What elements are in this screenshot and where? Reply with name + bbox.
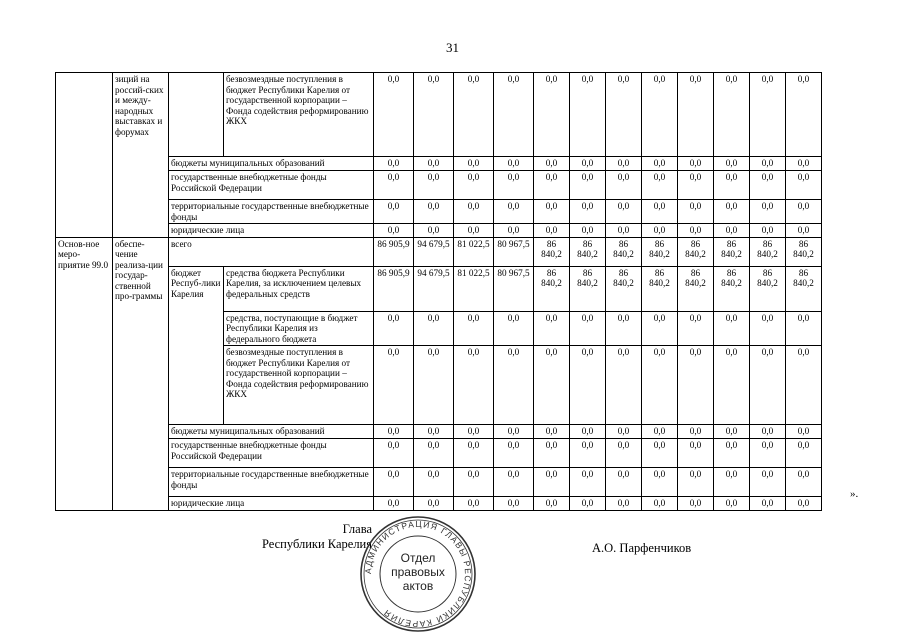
value-cell: 0,0 [606,497,642,511]
table-row [56,157,822,171]
value-cell: 0,0 [786,311,822,346]
value-cell: 0,0 [786,171,822,200]
value-cell: 0,0 [534,468,570,497]
value-cell: 86 905,9 [374,266,414,311]
value-cell: 0,0 [786,425,822,439]
value-cell: 0,0 [414,497,454,511]
value-cell: 0,0 [534,157,570,171]
value-cell: 0,0 [374,425,414,439]
value-cell: 0,0 [786,200,822,224]
value-cell: 0,0 [494,73,534,157]
value-cell: 0,0 [534,311,570,346]
source-label: территориальные государственные внебюджетные фонды [169,468,374,497]
source-label: средства бюджета Республики Карелия, за исключением целевых федеральных средств [224,266,374,311]
value-cell: 0,0 [570,425,606,439]
signature-title-line-2: Республики Карелия [261,537,372,551]
value-cell: 0,0 [454,171,494,200]
value-cell: 0,0 [414,468,454,497]
signatory-name: А.О. Парфенчиков [592,541,692,555]
value-cell: 0,0 [786,468,822,497]
value-cell: 0,0 [494,311,534,346]
value-cell: 0,0 [606,439,642,468]
value-cell: 0,0 [642,73,678,157]
value-cell: 0,0 [786,73,822,157]
source-label: юридические лица [169,224,374,238]
source-label: безвозмездные поступления в бюджет Республики Карелия от государственной корпорации – Фонда содействия реформированию ЖКХ [224,346,374,425]
value-cell: 0,0 [678,497,714,511]
page-number: 31 [446,40,459,55]
value-cell: 0,0 [534,497,570,511]
value-cell: 0,0 [454,346,494,425]
source-label: бюджеты муниципальных образований [169,425,374,439]
value-cell: 0,0 [714,439,750,468]
value-cell: 86 840,2 [678,266,714,311]
value-cell: 0,0 [714,497,750,511]
value-cell: 0,0 [374,346,414,425]
value-cell: 0,0 [570,171,606,200]
value-cell: 0,0 [374,157,414,171]
value-cell: 0,0 [374,224,414,238]
table-row [56,73,822,157]
value-cell: 0,0 [714,224,750,238]
value-cell: 0,0 [714,425,750,439]
value-cell: 86 840,2 [750,237,786,266]
value-cell: 81 022,5 [454,266,494,311]
value-cell: 0,0 [750,224,786,238]
value-cell: 0,0 [570,200,606,224]
value-cell: 0,0 [606,200,642,224]
measure-cell: Основ-ное меро-приятие 99.0 [56,237,113,511]
value-cell: 0,0 [606,171,642,200]
value-cell: 86 840,2 [570,237,606,266]
value-cell: 80 967,5 [494,266,534,311]
table-row [56,171,822,200]
value-cell: 0,0 [678,224,714,238]
table-row [56,497,822,511]
value-cell: 0,0 [534,425,570,439]
stamp-center-line-1: Отдел [400,551,436,565]
value-cell: 0,0 [714,311,750,346]
value-cell: 0,0 [642,425,678,439]
value-cell: 0,0 [414,200,454,224]
value-cell: 0,0 [454,224,494,238]
signature-title [232,522,372,552]
value-cell: 86 840,2 [606,237,642,266]
total-label: всего [169,237,374,266]
value-cell: 0,0 [494,157,534,171]
value-cell: 0,0 [454,73,494,157]
source-group-cell [169,73,224,157]
stamp-center-line-2: правовых [391,565,445,579]
table-row [56,468,822,497]
value-cell: 0,0 [642,497,678,511]
value-cell: 86 840,2 [570,266,606,311]
value-cell: 0,0 [414,224,454,238]
value-cell: 0,0 [570,497,606,511]
value-cell: 0,0 [454,425,494,439]
measure-cell [56,73,113,238]
department-stamp [358,514,478,634]
value-cell: 86 840,2 [642,237,678,266]
value-cell: 0,0 [374,171,414,200]
signature-title-line-1: Глава [342,522,372,536]
value-cell: 0,0 [374,73,414,157]
source-label: государственные внебюджетные фонды Российской Федерации [169,171,374,200]
value-cell: 0,0 [606,73,642,157]
value-cell: 0,0 [714,346,750,425]
value-cell: 0,0 [606,311,642,346]
value-cell: 0,0 [786,497,822,511]
value-cell: 0,0 [494,468,534,497]
value-cell: 0,0 [454,497,494,511]
value-cell: 0,0 [570,224,606,238]
value-cell: 86 840,2 [606,266,642,311]
value-cell: 86 840,2 [786,237,822,266]
table-row [56,425,822,439]
value-cell: 0,0 [494,425,534,439]
value-cell: 0,0 [642,200,678,224]
source-label: территориальные государственные внебюджетные фонды [169,200,374,224]
value-cell: 86 840,2 [750,266,786,311]
value-cell: 81 022,5 [454,237,494,266]
value-cell: 0,0 [714,171,750,200]
value-cell: 0,0 [750,73,786,157]
value-cell: 0,0 [678,468,714,497]
value-cell: 0,0 [714,200,750,224]
value-cell: 94 679,5 [414,237,454,266]
value-cell: 0,0 [494,497,534,511]
value-cell: 0,0 [570,73,606,157]
value-cell: 0,0 [414,425,454,439]
value-cell: 0,0 [454,439,494,468]
value-cell: 0,0 [454,468,494,497]
value-cell: 0,0 [606,224,642,238]
value-cell: 0,0 [570,439,606,468]
value-cell: 0,0 [494,439,534,468]
table-row [56,200,822,224]
stamp-ring-text: АДМИНИСТРАЦИЯ ГЛАВЫ РЕСПУБЛИКИ КАРЕЛИЯ [362,518,474,630]
value-cell: 0,0 [642,439,678,468]
value-cell: 0,0 [642,171,678,200]
value-cell: 0,0 [678,311,714,346]
stamp-center-line-3: актов [402,579,434,593]
value-cell: 0,0 [454,200,494,224]
value-cell: 86 840,2 [786,266,822,311]
value-cell: 0,0 [494,346,534,425]
value-cell: 0,0 [786,439,822,468]
value-cell: 0,0 [642,157,678,171]
value-cell: 86 840,2 [714,266,750,311]
table-row [56,439,822,468]
source-label: бюджеты муниципальных образований [169,157,374,171]
value-cell: 0,0 [570,468,606,497]
value-cell: 86 840,2 [534,266,570,311]
value-cell: 0,0 [534,224,570,238]
value-cell: 0,0 [786,224,822,238]
value-cell: 0,0 [374,311,414,346]
value-cell: 80 967,5 [494,237,534,266]
value-cell: 0,0 [494,224,534,238]
value-cell: 0,0 [534,346,570,425]
value-cell: 86 840,2 [714,237,750,266]
value-cell: 0,0 [570,157,606,171]
value-cell: 0,0 [374,497,414,511]
value-cell: 0,0 [750,497,786,511]
value-cell: 0,0 [606,157,642,171]
value-cell: 0,0 [374,468,414,497]
value-cell: 0,0 [534,73,570,157]
value-cell: 0,0 [714,157,750,171]
value-cell: 0,0 [750,157,786,171]
value-cell: 0,0 [374,200,414,224]
value-cell: 0,0 [750,200,786,224]
value-cell: 0,0 [606,425,642,439]
value-cell: 0,0 [642,311,678,346]
value-cell: 0,0 [642,468,678,497]
source-label: средства, поступающие в бюджет Республики Карелия из федерального бюджета [224,311,374,346]
value-cell: 0,0 [374,439,414,468]
value-cell: 0,0 [494,171,534,200]
value-cell: 0,0 [414,171,454,200]
value-cell: 0,0 [750,439,786,468]
value-cell: 0,0 [678,157,714,171]
value-cell: 0,0 [454,311,494,346]
program-cell: обеспе-чение реализа-ции государ-ственной про-граммы [113,237,169,511]
value-cell: 0,0 [714,468,750,497]
value-cell: 0,0 [534,200,570,224]
value-cell: 0,0 [714,73,750,157]
value-cell: 0,0 [414,157,454,171]
value-cell: 0,0 [454,157,494,171]
value-cell: 0,0 [570,311,606,346]
table-row [56,237,822,266]
value-cell: 0,0 [786,157,822,171]
value-cell: 0,0 [678,439,714,468]
closing-quote-mark: ». [850,488,859,500]
value-cell: 86 840,2 [534,237,570,266]
source-label: юридические лица [169,497,374,511]
value-cell: 94 679,5 [414,266,454,311]
value-cell: 0,0 [678,200,714,224]
source-label: государственные внебюджетные фонды Российской Федерации [169,439,374,468]
value-cell: 0,0 [750,346,786,425]
value-cell: 0,0 [786,346,822,425]
value-cell: 0,0 [750,171,786,200]
value-cell: 0,0 [750,311,786,346]
value-cell: 0,0 [678,346,714,425]
value-cell: 0,0 [606,468,642,497]
value-cell: 86 840,2 [678,237,714,266]
value-cell: 0,0 [678,171,714,200]
value-cell: 0,0 [494,200,534,224]
value-cell: 0,0 [570,346,606,425]
value-cell: 0,0 [642,224,678,238]
table-row [56,224,822,238]
value-cell: 0,0 [606,346,642,425]
value-cell: 86 840,2 [642,266,678,311]
source-label: безвозмездные поступления в бюджет Республики Карелия от государственной корпорации – Фонда содействия реформированию ЖКХ [224,73,374,157]
value-cell: 0,0 [414,73,454,157]
value-cell: 86 905,9 [374,237,414,266]
value-cell: 0,0 [414,346,454,425]
value-cell: 0,0 [414,311,454,346]
table-row [56,266,822,311]
value-cell: 0,0 [642,346,678,425]
value-cell: 0,0 [414,439,454,468]
value-cell: 0,0 [750,425,786,439]
program-cell: зиций на россий-ских и между-народных выставках и форумах [113,73,169,238]
value-cell: 0,0 [750,468,786,497]
value-cell: 0,0 [678,73,714,157]
budget-group-label: бюджет Респуб-лики Карелия [169,266,224,425]
value-cell: 0,0 [534,439,570,468]
value-cell: 0,0 [534,171,570,200]
value-cell: 0,0 [678,425,714,439]
budget-table [55,72,822,511]
